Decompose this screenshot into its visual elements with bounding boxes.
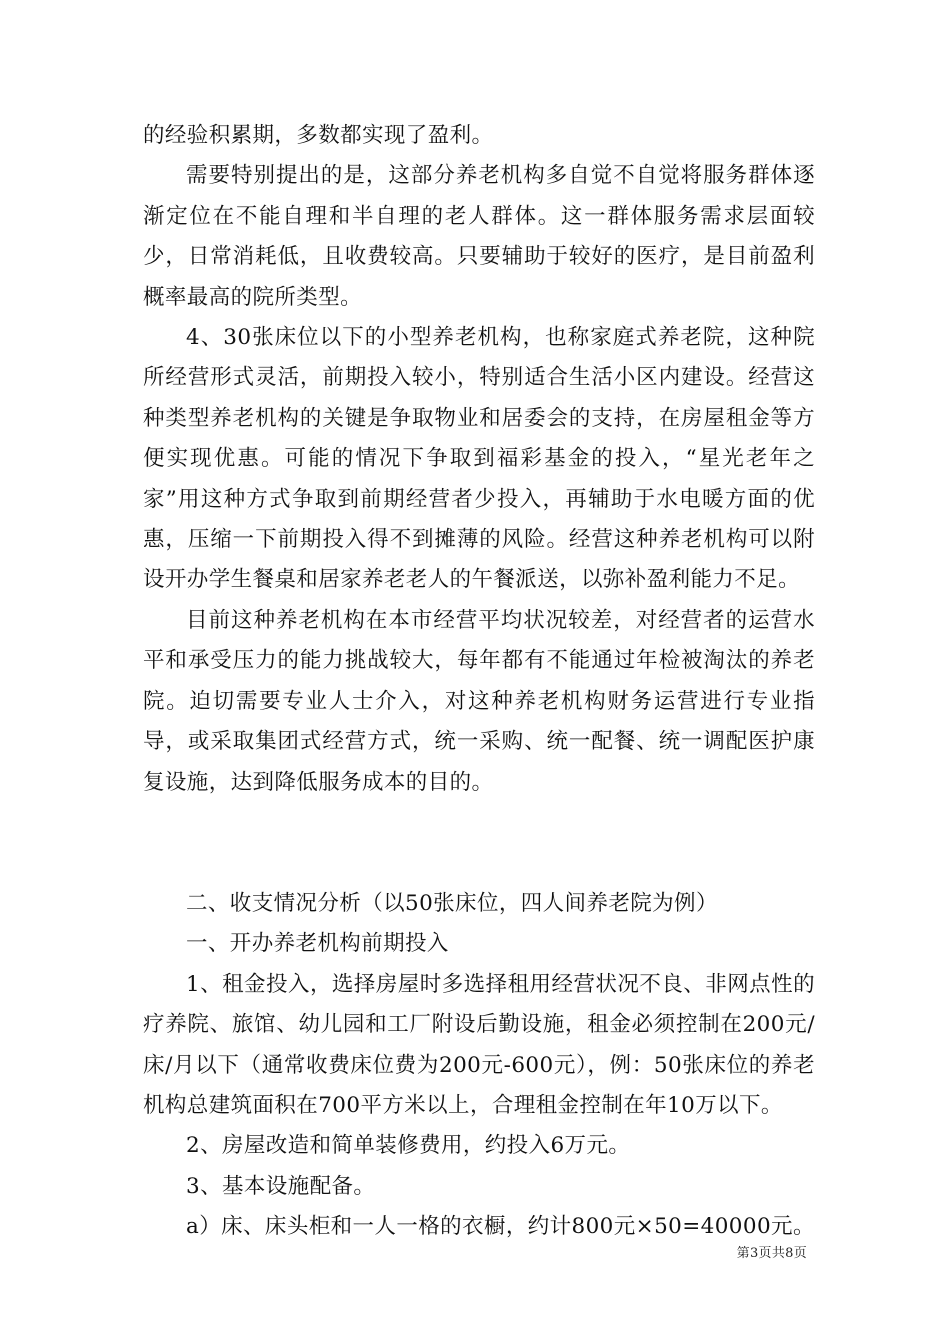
document-body (143, 116, 815, 1248)
paragraph-small-institution: 4、30张床位以下的小型养老机构，也称家庭式养老院，这种院所经营形式灵活，前期投入较小，特别适合生活小区内建设。经营这种类型养老机构的关键是争取物业和居委会的支持，在房屋租金等方便实现优惠。可能的情况下争取到福彩基金的投入，“星光老年之家”用这种方式争取到前期经营者少投入，再辅助于水电暖方面的优惠，压缩一下前期投入得不到摊薄的风险。经营这种养老机构可以附设开办学生餐桌和居家养老老人的午餐派送，以弥补盈利能力不足。 (143, 325, 815, 593)
subsection-heading-initial-investment: 一、开办养老机构前期投入 (186, 931, 449, 957)
paragraph-current-status: 目前这种养老机构在本市经营平均状况较差，对经营者的运营水平和承受压力的能力挑战较大，每年都有不能通过年检被淘汰的养老院。迫切需要专业人士介入，对这种养老机构财务运营进行专业指导，或采取集团式经营方式，统一采购、统一配餐、统一调配医护康复设施，达到降低服务成本的目的。 (143, 607, 815, 795)
paragraph-basic-facilities: 3、基本设施配备。 (186, 1173, 376, 1199)
paragraph-service-group: 需要特别提出的是，这部分养老机构多自觉不自觉将服务群体逐渐定位在不能自理和半自理的老人群体。这一群体服务需求层面较少，日常消耗低，且收费较高。只要辅助于较好的医疗，是目前盈利概率最高的院所类型。 (143, 163, 815, 310)
paragraph-renovation-cost: 2、房屋改造和简单装修费用，约投入6万元。 (186, 1133, 631, 1159)
section-heading-income-expense: 二、收支情况分析（以50张床位，四人间养老院为例） (186, 890, 718, 916)
paragraph-bed-furniture-cost: a）床、床头柜和一人一格的衣橱，约计800元×50=40000元。 (186, 1214, 815, 1240)
section-spacer (143, 803, 815, 884)
page-number-footer: 第3页共8页 (736, 1246, 807, 1261)
paragraph-continuation: 的经验积累期，多数都实现了盈利。 (143, 123, 494, 148)
paragraph-rent-investment: 1、租金投入，选择房屋时多选择租用经营状况不良、非网点性的疗养院、旅馆、幼儿园和工厂附设后勤设施，租金必须控制在200元/床/月以下（通常收费床位费为200元-600元），例：50张床位的养老机构总建筑面积在700平方米以上，合理租金控制在年10万以下。 (143, 971, 815, 1118)
